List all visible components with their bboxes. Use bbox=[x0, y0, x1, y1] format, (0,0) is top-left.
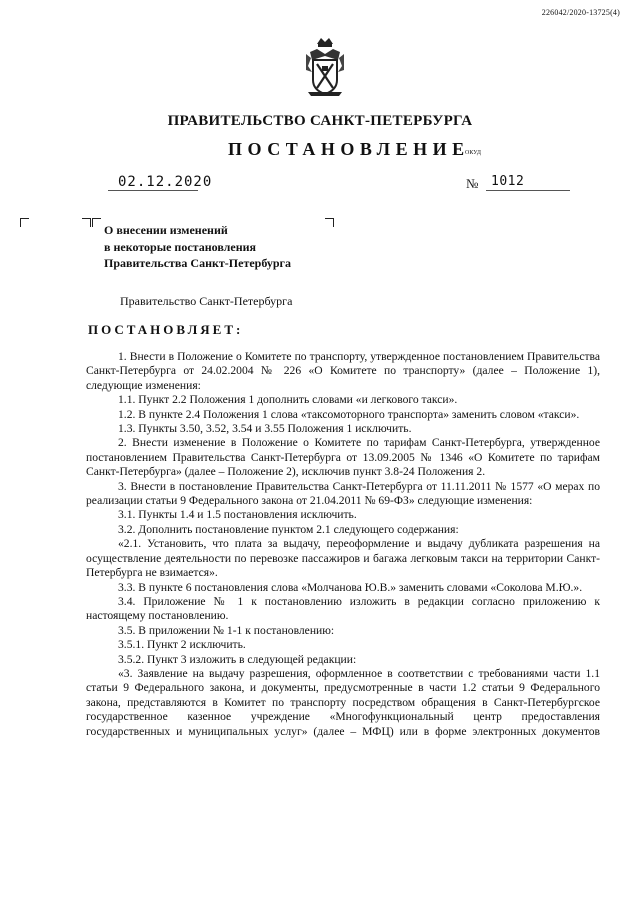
document-number: 226042/2020-13725(4) bbox=[541, 8, 620, 17]
number-sign: № bbox=[466, 176, 479, 191]
intro-text: Правительство Санкт-Петербурга bbox=[120, 294, 293, 308]
paragraph: «3. Заявление на выдачу разрешения, оформленное в соответствии с требованиями части 1.1 статьи 9 Федерального закона, и документы, предусмотренные в части 1.2 статьи 9 Федерального закона, представляются в Комитет по транспорту посредством обращения в Санкт-Петербургское государственное казенное учреждение «Многофункциональный центр предоставления государственных и муниципальных услуг» (далее – МФЦ) или в форме электронных документов bbox=[86, 666, 600, 738]
paragraph: 3.5. В приложении № 1-1 к постановлению: bbox=[118, 623, 335, 637]
document-date: 02.12.2020 bbox=[118, 174, 213, 190]
date-underline bbox=[108, 190, 198, 191]
resolves-heading: ПОСТАНОВЛЯЕТ: bbox=[88, 322, 244, 337]
paragraph: 3.5.2. Пункт 3 изложить в следующей редакции: bbox=[118, 652, 357, 666]
document-body bbox=[86, 350, 600, 739]
paragraph: 1.1. Пункт 2.2 Положения 1 дополнить словами «и легкового такси». bbox=[118, 393, 458, 407]
corner-mark bbox=[82, 218, 91, 227]
paragraph: 1.2. В пункте 2.4 Положения 1 слова «таксомоторного транспорта» заменить словом «такси». bbox=[118, 407, 580, 421]
coat-of-arms-emblem bbox=[302, 36, 348, 100]
paragraph: 2. Внести изменение в Положение о Комитете по тарифам Санкт-Петербурга, утвержденное постановлением Правительства Санкт-Петербурга от 13.09.2005 № 1346 «О Комитете по тарифам Санкт-Петербурга» (далее – Положение 2), исключив пункт 3.8-24 Положения 2. bbox=[86, 436, 600, 479]
document-number-value: 1012 bbox=[491, 174, 525, 189]
paragraph: 3.4. Приложение № 1 к постановлению изложить в редакции согласно приложению к настоящему постановлению. bbox=[86, 594, 600, 623]
corner-mark bbox=[20, 218, 29, 227]
paragraph: 1. Внести в Положение о Комитете по транспорту, утвержденное постановлением Правительства Санкт-Петербурга от 24.02.2004 № 226 «О Комитете по транспорту» (далее – Положение 1), следующие изменения: bbox=[86, 350, 600, 392]
paragraph: 3.2. Дополнить постановление пунктом 2.1 следующего содержания: bbox=[118, 522, 459, 536]
subject-line: Правительства Санкт-Петербурга bbox=[104, 256, 292, 270]
document-type-title: ПОСТАНОВЛЕНИЕ bbox=[228, 139, 470, 159]
subject-block bbox=[104, 222, 291, 272]
paragraph: 3.1. Пункты 1.4 и 1.5 постановления исключить. bbox=[118, 508, 357, 522]
paragraph: 3.5.1. Пункт 2 исключить. bbox=[118, 638, 246, 652]
subject-line: в некоторые постановления bbox=[104, 239, 257, 254]
number-underline bbox=[486, 190, 570, 191]
paragraph: 3. Внести в постановление Правительства Санкт-Петербурга от 11.11.2011 № 1577 «О мерах по реализации статьи 9 Федерального закона от 21.04.2011 № 69-ФЗ» следующие изменения: bbox=[86, 479, 600, 508]
corner-mark bbox=[325, 218, 334, 227]
paragraph: 1.3. Пункты 3.50, 3.52, 3.54 и 3.55 Положения 1 исключить. bbox=[118, 422, 412, 436]
paragraph: «2.1. Установить, что плата за выдачу, переоформление и выдачу дубликата разрешения на осуществление деятельности по перевозке пассажиров и багажа легковым такси на территории Санкт-Петербурга не взимается». bbox=[86, 537, 600, 580]
subject-line: О внесении изменений bbox=[104, 223, 228, 237]
paragraph: 3.3. В пункте 6 постановления слова «Молчанова Ю.В.» заменить словами «Соколова М.Ю.». bbox=[118, 580, 583, 594]
okud-mark: ОКУД bbox=[465, 150, 481, 156]
corner-mark bbox=[92, 218, 101, 227]
issuer-heading: ПРАВИТЕЛЬСТВО САНКТ-ПЕТЕРБУРГА bbox=[167, 113, 473, 129]
